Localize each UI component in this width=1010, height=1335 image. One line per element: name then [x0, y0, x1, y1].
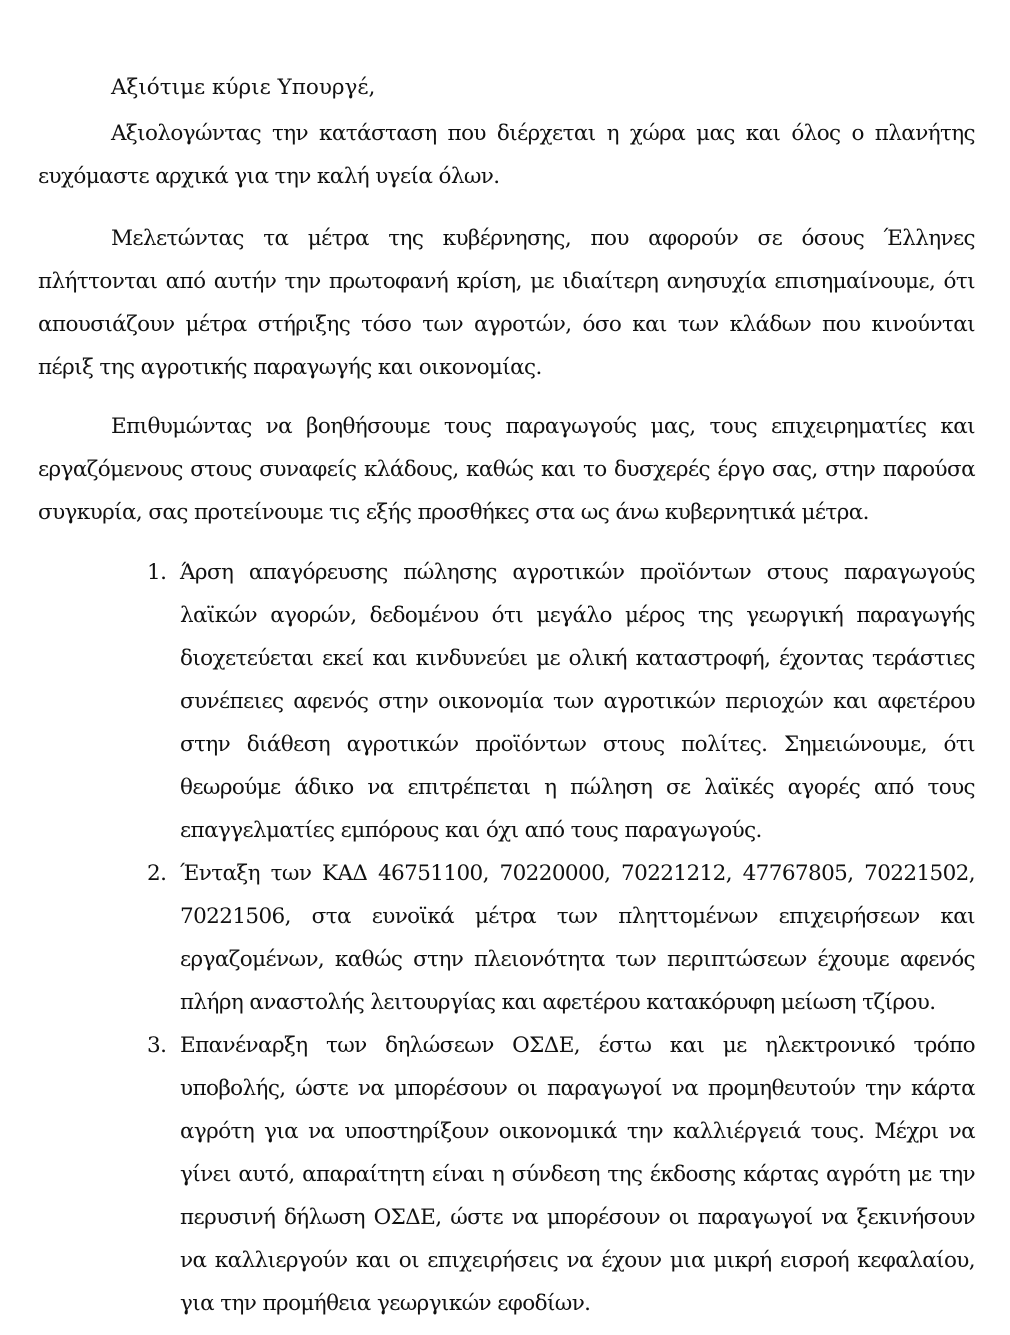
proposal-list	[147, 551, 975, 1325]
list-item-text: Ένταξη των ΚΑΔ 46751100, 70220000, 70221212, 47767805, 70221502, 70221506, στα ευνοϊκά μέτρα των πληττομένων επιχειρήσεων και εργαζομένων, καθώς στην πλειονότητα των περιπτώσεων έχουμε αφενός πλήρη αναστολής λειτουργίας και αφετέρου κατακόρυφη μείωση τζίρου.	[180, 861, 975, 1015]
list-item-text: Άρση απαγόρευσης πώλησης αγροτικών προϊόντων στους παραγωγούς λαϊκών αγορών, δεδομένου ότι μεγάλο μέρος της γεωργική παραγωγής διοχετεύεται εκεί και κινδυνεύει με ολική καταστροφή, έχοντας τεράστιες συνέπειες αφενός στην οικονομία των αγροτικών περιοχών και αφετέρου στην διάθεση αγροτικών προϊόντων στους πολίτες. Σημειώνουμε, ότι θεωρούμε άδικο να επιτρέπεται η πώληση σε λαϊκές αγορές από τους επαγγελματίες εμπόρους και όχι από τους παραγωγούς.	[180, 560, 975, 843]
list-item-number: 3.	[147, 1033, 167, 1058]
list-item-number: 2.	[147, 861, 167, 886]
salutation: Αξιότιμε κύριε Υπουργέ,	[111, 75, 376, 100]
list-item	[147, 1024, 975, 1325]
paragraph-intro: Αξιολογώντας την κατάσταση που διέρχεται η χώρα μας και όλος ο πλανήτης ευχόμαστε αρχικά για την καλή υγεία όλων.	[38, 121, 975, 189]
list-item	[147, 852, 975, 1024]
list-item-number: 1.	[147, 560, 167, 585]
paragraph-concern: Μελετώντας τα μέτρα της κυβέρνησης, που αφορούν σε όσους Έλληνες πλήττονται από αυτήν την πρωτοφανή κρίση, με ιδιαίτερη ανησυχία επισημαίνουμε, ότι απουσιάζουν μέτρα στήριξης τόσο των αγροτών, όσο και των κλάδων που κινούνται πέριξ της αγροτικής παραγωγής και οικονομίας.	[38, 226, 975, 380]
list-item	[147, 551, 975, 852]
list-item-text: Επανέναρξη των δηλώσεων ΟΣΔΕ, έστω και με ηλεκτρονικό τρόπο υποβολής, ώστε να μπορέσουν οι παραγωγοί να προμηθευτούν την κάρτα αγρότη για να υποστηρίξουν οικονομικά την καλλιέργειά τους. Μέχρι να γίνει αυτό, απαραίτητη είναι η σύνδεση της έκδοσης κάρτας αγρότη με την περυσινή δήλωση ΟΣΔΕ, ώστε να μπορέσουν οι παραγωγοί να ξεκινήσουν να καλλιεργούν και οι επιχειρήσεις να έχουν μια μικρή εισροή κεφαλαίου, για την προμήθεια γεωργικών εφοδίων.	[180, 1033, 975, 1316]
paragraph-proposal: Επιθυμώντας να βοηθήσουμε τους παραγωγούς μας, τους επιχειρηματίες και εργαζόμενους στους συναφείς κλάδους, καθώς και το δυσχερές έργο σας, στην παρούσα συγκυρία, σας προτείνουμε τις εξής προσθήκες στα ως άνω κυβερνητικά μέτρα.	[38, 414, 975, 525]
